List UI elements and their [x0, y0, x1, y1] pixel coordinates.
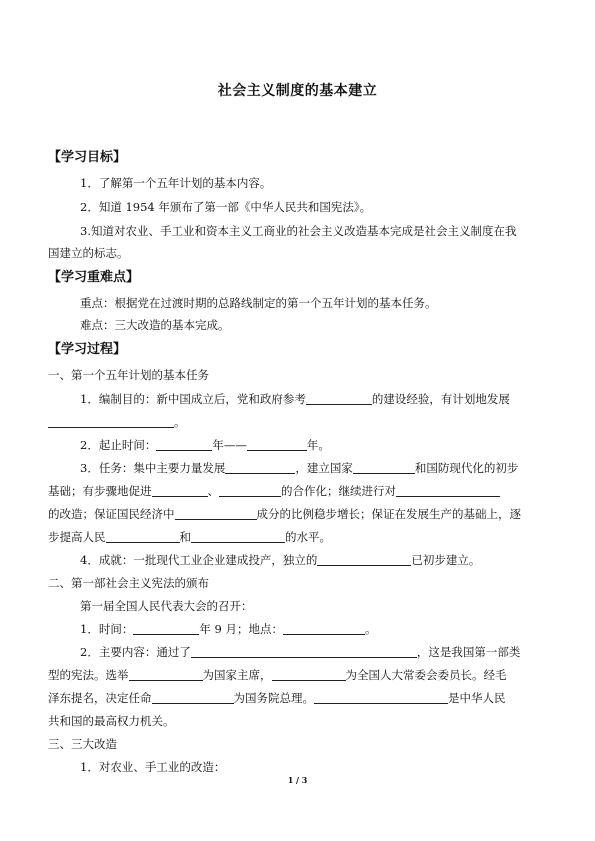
goal-item-1: 1．了解第一个五年计划的基本内容。: [80, 176, 272, 190]
key-points-heading: 【学习重难点】: [48, 270, 140, 285]
blank-field[interactable]: [353, 461, 415, 474]
p1-item-4: 4．成就：一批现代工业企业建成投产，独立的 已初步建立。: [80, 553, 481, 567]
blank-field[interactable]: [317, 553, 411, 566]
blank-field[interactable]: [283, 622, 365, 635]
blank-field[interactable]: [106, 530, 180, 543]
blank-field[interactable]: [247, 438, 307, 451]
p1-item-1: 1．编制目的：新中国成立后，党和政府参考 的建设经验，有计划地发展: [80, 392, 510, 406]
blank-field[interactable]: [152, 484, 208, 497]
blank-field[interactable]: [396, 484, 500, 497]
p2-intro: 第一届全国人民代表大会的召开：: [80, 599, 253, 613]
blank-field[interactable]: [152, 691, 234, 704]
p2-item-2-cont2: 泽东提名，决定任命 为国务院总理。 是中华人民: [48, 691, 506, 705]
goal-item-3-cont: 国建立的标志。: [48, 246, 129, 260]
blank-field[interactable]: [314, 691, 448, 704]
p1-item-3-cont1: 基础；有步骤地促进 、 的合作化；继续进行对: [48, 484, 500, 498]
key-point-2: 难点：三大改造的基本完成。: [80, 318, 230, 332]
blank-field[interactable]: [191, 530, 285, 543]
blank-field[interactable]: [133, 622, 199, 635]
page-number: 1 / 3: [287, 775, 308, 785]
p3-item-1: 1．对农业、手工业的改造：: [80, 760, 226, 774]
part1-title: 一、第一个五年计划的基本任务: [48, 368, 209, 382]
p1-item-1-cont: 。: [48, 415, 186, 429]
blank-field[interactable]: [272, 668, 346, 681]
goal-item-3: 3.知道对农业、手工业和资本主义工商业的社会主义改造基本完成是社会主义制度在我: [80, 224, 517, 238]
blank-field[interactable]: [219, 484, 281, 497]
blank-field[interactable]: [48, 415, 174, 428]
page-title: 社会主义制度的基本建立: [217, 83, 378, 99]
p2-item-2: 2．主要内容：通过了 ，这是我国第一部类: [80, 645, 521, 659]
p1-item-3-cont3: 步提高人民 和 的水平。: [48, 530, 331, 544]
blank-field[interactable]: [225, 461, 295, 474]
goal-item-2: 2．知道 1954 年颁布了第一部《中华人民共和国宪法》。: [80, 200, 372, 214]
p2-item-2-cont1: 型的宪法。选举 为国家主席， 为全国人大常委会委员长。经毛: [48, 668, 507, 682]
part2-title: 二、第一部社会主义宪法的颁布: [48, 576, 209, 590]
process-heading: 【学习过程】: [48, 342, 127, 357]
p1-item-2: 2．起止时间： 年—— 年。: [80, 438, 330, 452]
p2-item-1: 1．时间： 年 9 月；地点： 。: [80, 622, 377, 636]
p2-item-2-cont3: 共和国的最高权力机关。: [48, 714, 175, 728]
key-point-1: 重点：根据党在过渡时期的总路线制定的第一个五年计划的基本任务。: [80, 296, 437, 310]
blank-field[interactable]: [129, 668, 203, 681]
p1-item-3-cont2: 的改造；保证国民经济中 成分的比例稳步增长；保证在发展生产的基础上，逐: [48, 507, 521, 521]
goals-heading: 【学习目标】: [48, 150, 127, 165]
blank-field[interactable]: [156, 438, 212, 451]
blank-field[interactable]: [306, 392, 372, 405]
blank-field[interactable]: [175, 507, 257, 520]
part3-title: 三、三大改造: [48, 737, 117, 751]
p1-item-3: 3．任务：集中主要力量发展 ，建立国家 和国防现代化的初步: [80, 461, 519, 475]
blank-field[interactable]: [191, 645, 417, 658]
